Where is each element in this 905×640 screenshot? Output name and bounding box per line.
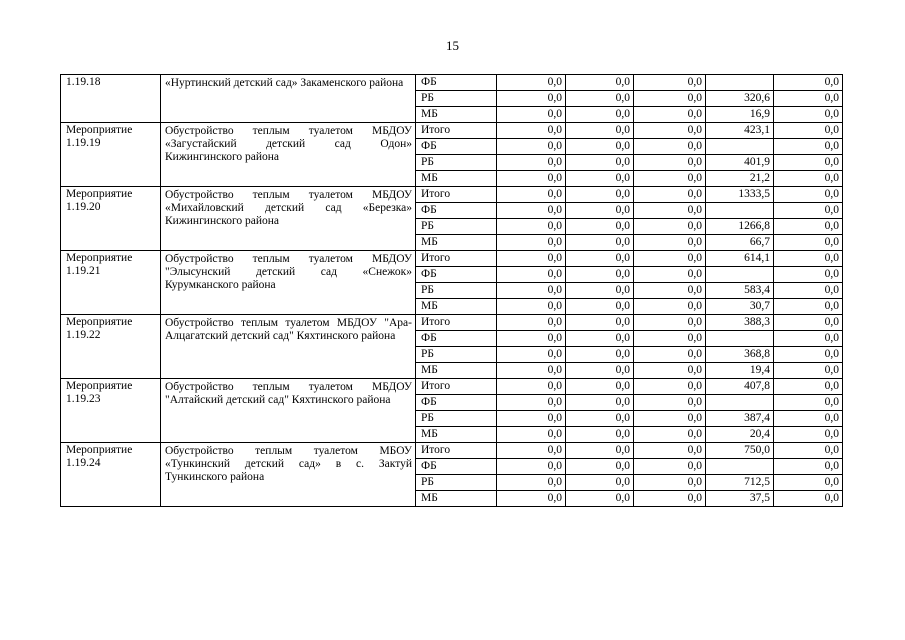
amount-cell: 583,4 — [706, 283, 774, 299]
amount-cell: 0,0 — [566, 443, 634, 459]
funding-source-cell: ФБ — [416, 267, 497, 283]
amount-cell: 0,0 — [634, 331, 706, 347]
amount-cell: 0,0 — [774, 123, 843, 139]
amount-cell: 0,0 — [566, 107, 634, 123]
amount-cell: 0,0 — [497, 299, 566, 315]
table-row — [61, 123, 843, 139]
amount-cell: 320,6 — [706, 91, 774, 107]
amount-cell: 0,0 — [497, 475, 566, 491]
funding-source-cell: ФБ — [416, 459, 497, 475]
amount-cell: 0,0 — [497, 315, 566, 331]
amount-cell: 0,0 — [566, 491, 634, 507]
funding-source-cell: РБ — [416, 347, 497, 363]
amount-cell: 0,0 — [497, 411, 566, 427]
amount-cell: 0,0 — [774, 299, 843, 315]
amount-cell: 1333,5 — [706, 187, 774, 203]
amount-cell: 0,0 — [634, 315, 706, 331]
funding-source-cell: ФБ — [416, 75, 497, 91]
amount-cell: 0,0 — [774, 203, 843, 219]
amount-cell: 0,0 — [497, 395, 566, 411]
measure-description-cell: Обустройство теплым туалетом МБДОУ «Загустайский детский сад Одон» Кижингинского района — [161, 123, 416, 187]
funding-source-cell: МБ — [416, 427, 497, 443]
amount-cell: 0,0 — [497, 491, 566, 507]
amount-cell: 0,0 — [497, 251, 566, 267]
table-body — [61, 75, 843, 507]
funding-source-cell: РБ — [416, 155, 497, 171]
amount-cell: 0,0 — [566, 395, 634, 411]
amount-cell: 0,0 — [634, 187, 706, 203]
amount-cell: 0,0 — [566, 123, 634, 139]
funding-source-cell: МБ — [416, 299, 497, 315]
amount-cell: 0,0 — [497, 187, 566, 203]
amount-cell: 0,0 — [774, 155, 843, 171]
amount-cell: 0,0 — [566, 91, 634, 107]
amount-cell: 0,0 — [634, 203, 706, 219]
funding-source-cell: Итого — [416, 123, 497, 139]
amount-cell: 0,0 — [774, 139, 843, 155]
amount-cell: 0,0 — [566, 379, 634, 395]
amount-cell: 0,0 — [566, 331, 634, 347]
amount-cell: 423,1 — [706, 123, 774, 139]
funding-source-cell: Итого — [416, 315, 497, 331]
amount-cell: 614,1 — [706, 251, 774, 267]
measure-code-cell: Мероприятие 1.19.22 — [61, 315, 161, 379]
amount-cell — [706, 203, 774, 219]
amount-cell: 0,0 — [497, 123, 566, 139]
amount-cell: 66,7 — [706, 235, 774, 251]
amount-cell: 0,0 — [497, 459, 566, 475]
amount-cell: 0,0 — [774, 347, 843, 363]
funding-source-cell: РБ — [416, 219, 497, 235]
amount-cell: 0,0 — [634, 283, 706, 299]
amount-cell: 0,0 — [634, 379, 706, 395]
amount-cell: 0,0 — [566, 251, 634, 267]
funding-source-cell: РБ — [416, 91, 497, 107]
amount-cell: 0,0 — [566, 75, 634, 91]
budget-table — [60, 74, 843, 507]
funding-source-cell: ФБ — [416, 395, 497, 411]
amount-cell: 0,0 — [634, 395, 706, 411]
amount-cell: 0,0 — [634, 427, 706, 443]
amount-cell: 0,0 — [566, 347, 634, 363]
amount-cell: 0,0 — [566, 459, 634, 475]
measure-description-cell: Обустройство теплым туалетом МБДОУ "Алтайский детский сад" Кяхтинского района — [161, 379, 416, 443]
amount-cell: 19,4 — [706, 363, 774, 379]
amount-cell: 0,0 — [497, 155, 566, 171]
measure-code-cell: Мероприятие 1.19.21 — [61, 251, 161, 315]
table-row — [61, 315, 843, 331]
amount-cell: 0,0 — [566, 267, 634, 283]
amount-cell: 750,0 — [706, 443, 774, 459]
table-row — [61, 443, 843, 459]
amount-cell: 0,0 — [497, 203, 566, 219]
measure-code-cell: Мероприятие 1.19.19 — [61, 123, 161, 187]
amount-cell: 0,0 — [634, 299, 706, 315]
amount-cell — [706, 395, 774, 411]
amount-cell: 0,0 — [774, 363, 843, 379]
amount-cell: 0,0 — [497, 267, 566, 283]
amount-cell: 0,0 — [634, 219, 706, 235]
table-row — [61, 75, 843, 91]
amount-cell: 387,4 — [706, 411, 774, 427]
amount-cell: 0,0 — [497, 427, 566, 443]
amount-cell: 0,0 — [634, 475, 706, 491]
amount-cell: 0,0 — [634, 363, 706, 379]
amount-cell: 0,0 — [566, 427, 634, 443]
funding-source-cell: МБ — [416, 235, 497, 251]
funding-source-cell: РБ — [416, 411, 497, 427]
amount-cell: 0,0 — [774, 219, 843, 235]
amount-cell: 0,0 — [774, 331, 843, 347]
funding-source-cell: Итого — [416, 187, 497, 203]
amount-cell: 407,8 — [706, 379, 774, 395]
amount-cell: 0,0 — [497, 171, 566, 187]
amount-cell: 21,2 — [706, 171, 774, 187]
funding-source-cell: МБ — [416, 363, 497, 379]
amount-cell: 0,0 — [774, 235, 843, 251]
amount-cell: 0,0 — [774, 395, 843, 411]
amount-cell: 0,0 — [634, 107, 706, 123]
amount-cell: 0,0 — [497, 379, 566, 395]
table-row — [61, 379, 843, 395]
amount-cell: 0,0 — [774, 475, 843, 491]
amount-cell: 0,0 — [634, 267, 706, 283]
amount-cell: 0,0 — [497, 347, 566, 363]
amount-cell: 16,9 — [706, 107, 774, 123]
amount-cell: 368,8 — [706, 347, 774, 363]
measure-code-cell: Мероприятие 1.19.20 — [61, 187, 161, 251]
amount-cell: 0,0 — [774, 315, 843, 331]
amount-cell — [706, 459, 774, 475]
amount-cell: 0,0 — [566, 315, 634, 331]
amount-cell: 0,0 — [497, 139, 566, 155]
amount-cell: 0,0 — [774, 379, 843, 395]
amount-cell: 20,4 — [706, 427, 774, 443]
funding-source-cell: РБ — [416, 475, 497, 491]
amount-cell: 0,0 — [497, 363, 566, 379]
amount-cell — [706, 331, 774, 347]
funding-source-cell: МБ — [416, 171, 497, 187]
amount-cell: 0,0 — [774, 267, 843, 283]
amount-cell: 0,0 — [774, 443, 843, 459]
measure-code-cell: 1.19.18 — [61, 75, 161, 123]
amount-cell: 0,0 — [774, 427, 843, 443]
amount-cell: 0,0 — [497, 443, 566, 459]
measure-code-cell: Мероприятие 1.19.24 — [61, 443, 161, 507]
amount-cell: 0,0 — [634, 251, 706, 267]
amount-cell: 0,0 — [634, 91, 706, 107]
amount-cell: 0,0 — [774, 459, 843, 475]
measure-description-cell: Обустройство теплым туалетом МБДОУ «Михайловский детский сад «Березка» Кижингинского района — [161, 187, 416, 251]
amount-cell: 0,0 — [634, 171, 706, 187]
amount-cell: 712,5 — [706, 475, 774, 491]
amount-cell: 0,0 — [566, 203, 634, 219]
amount-cell: 0,0 — [566, 363, 634, 379]
amount-cell: 0,0 — [774, 75, 843, 91]
funding-source-cell: МБ — [416, 107, 497, 123]
amount-cell: 0,0 — [634, 235, 706, 251]
amount-cell: 0,0 — [497, 107, 566, 123]
measure-description-cell: Обустройство теплым туалетом МБДОУ "Элысунский детский сад «Снежок» Курумканского района — [161, 251, 416, 315]
amount-cell: 0,0 — [497, 91, 566, 107]
amount-cell: 1266,8 — [706, 219, 774, 235]
amount-cell: 0,0 — [566, 283, 634, 299]
amount-cell: 0,0 — [566, 155, 634, 171]
table-row — [61, 251, 843, 267]
page-number: 15 — [446, 38, 459, 53]
amount-cell: 0,0 — [497, 331, 566, 347]
amount-cell: 0,0 — [774, 283, 843, 299]
funding-source-cell: Итого — [416, 379, 497, 395]
measure-description-cell: Обустройство теплым туалетом МБДОУ "Ара-Алцагатский детский сад" Кяхтинского района — [161, 315, 416, 379]
amount-cell: 0,0 — [774, 91, 843, 107]
amount-cell: 0,0 — [634, 443, 706, 459]
amount-cell: 0,0 — [566, 171, 634, 187]
amount-cell: 0,0 — [497, 75, 566, 91]
amount-cell: 401,9 — [706, 155, 774, 171]
funding-source-cell: МБ — [416, 491, 497, 507]
amount-cell: 0,0 — [634, 411, 706, 427]
funding-source-cell: Итого — [416, 443, 497, 459]
funding-source-cell: ФБ — [416, 203, 497, 219]
amount-cell: 0,0 — [774, 187, 843, 203]
amount-cell: 0,0 — [774, 171, 843, 187]
amount-cell: 0,0 — [774, 411, 843, 427]
amount-cell: 0,0 — [774, 251, 843, 267]
amount-cell: 0,0 — [566, 299, 634, 315]
amount-cell: 0,0 — [497, 219, 566, 235]
measure-description-cell: «Нуртинский детский сад» Закаменского района — [161, 75, 416, 123]
amount-cell — [706, 139, 774, 155]
table-row — [61, 187, 843, 203]
amount-cell: 0,0 — [566, 187, 634, 203]
funding-source-cell: РБ — [416, 283, 497, 299]
amount-cell: 0,0 — [634, 459, 706, 475]
amount-cell: 0,0 — [634, 347, 706, 363]
amount-cell: 0,0 — [566, 235, 634, 251]
amount-cell: 0,0 — [634, 491, 706, 507]
amount-cell: 0,0 — [634, 123, 706, 139]
amount-cell: 0,0 — [566, 139, 634, 155]
funding-source-cell: Итого — [416, 251, 497, 267]
amount-cell — [706, 75, 774, 91]
amount-cell: 0,0 — [634, 75, 706, 91]
funding-source-cell: ФБ — [416, 139, 497, 155]
amount-cell: 0,0 — [634, 155, 706, 171]
amount-cell: 37,5 — [706, 491, 774, 507]
amount-cell — [706, 267, 774, 283]
amount-cell: 0,0 — [566, 475, 634, 491]
measure-description-cell: Обустройство теплым туалетом МБОУ «Тункинский детский сад» в с. Зактуй Тункинского района — [161, 443, 416, 507]
amount-cell: 0,0 — [497, 283, 566, 299]
amount-cell: 0,0 — [774, 491, 843, 507]
amount-cell: 0,0 — [774, 107, 843, 123]
amount-cell: 0,0 — [566, 219, 634, 235]
amount-cell: 0,0 — [634, 139, 706, 155]
amount-cell: 0,0 — [497, 235, 566, 251]
amount-cell: 30,7 — [706, 299, 774, 315]
measure-code-cell: Мероприятие 1.19.23 — [61, 379, 161, 443]
amount-cell: 388,3 — [706, 315, 774, 331]
funding-source-cell: ФБ — [416, 331, 497, 347]
amount-cell: 0,0 — [566, 411, 634, 427]
